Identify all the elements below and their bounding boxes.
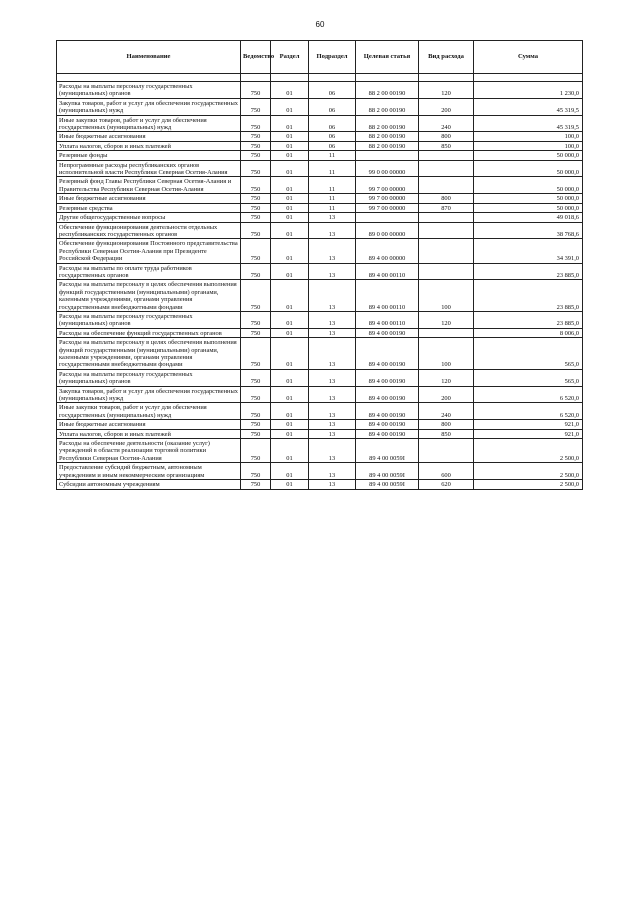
cell-sum: 23 885,0 — [474, 311, 583, 328]
cell-subsection: 13 — [309, 439, 356, 463]
table-row — [57, 160, 583, 177]
cell-name: Обеспечение функционирования Постоянного представительства Республики Северная Осетия-Алания при Президенте Российской Федерации — [57, 239, 241, 263]
cell-name: Субсидии автономным учреждениям — [57, 480, 241, 489]
cell-type: 620 — [419, 480, 474, 489]
cell-name: Резервный фонд Главы Республики Северная Осетия-Алания и Правительства Республики Северная Осетия-Алания — [57, 177, 241, 194]
cell-article: 99 7 00 00000 — [356, 177, 419, 194]
cell-subsection: 13 — [309, 463, 356, 480]
cell-section: 01 — [271, 439, 309, 463]
cell-article — [356, 213, 419, 222]
cell-sum: 565,0 — [474, 369, 583, 386]
cell-article — [356, 151, 419, 160]
cell-sum: 45 319,5 — [474, 98, 583, 115]
cell-dept: 750 — [241, 203, 271, 212]
cell-article: 88 2 00 00190 — [356, 141, 419, 150]
table-row — [57, 338, 583, 370]
cell-dept: 750 — [241, 132, 271, 141]
table-row — [57, 194, 583, 203]
cell-section: 01 — [271, 386, 309, 403]
cell-dept: 750 — [241, 439, 271, 463]
header-article: Целевая статья — [356, 41, 419, 74]
cell-name: Закупка товаров, работ и услуг для обеспечения государственных (муниципальных) нужд — [57, 386, 241, 403]
cell-sum: 2 500,0 — [474, 439, 583, 463]
cell-section: 01 — [271, 463, 309, 480]
cell-name: Уплата налогов, сборов и иных платежей — [57, 141, 241, 150]
cell-sum: 921,0 — [474, 420, 583, 429]
cell-subsection: 13 — [309, 239, 356, 263]
cell-dept: 750 — [241, 177, 271, 194]
cell-dept: 750 — [241, 213, 271, 222]
cell-name: Расходы на выплаты персоналу государственных (муниципальных) органов — [57, 311, 241, 328]
cell-dept: 750 — [241, 222, 271, 239]
cell-sum: 50 000,0 — [474, 160, 583, 177]
cell-subsection: 13 — [309, 369, 356, 386]
cell-dept: 750 — [241, 82, 271, 99]
cell-type: 100 — [419, 338, 474, 370]
cell-type: 200 — [419, 386, 474, 403]
cell-name: Иные закупки товаров, работ и услуг для обеспечения государственных (муниципальных) нужд — [57, 115, 241, 132]
header-dept: Ведомство — [241, 41, 271, 74]
cell-section: 01 — [271, 403, 309, 420]
table-row — [57, 213, 583, 222]
cell-section: 01 — [271, 311, 309, 328]
cell-section: 01 — [271, 480, 309, 489]
cell-sum: 50 000,0 — [474, 203, 583, 212]
cell-name: Иные бюджетные ассигнования — [57, 420, 241, 429]
cell-article: 88 2 00 00190 — [356, 82, 419, 99]
cell-name: Непрограммные расходы республиканских органов исполнительной власти Республики Северная Осетия-Алания — [57, 160, 241, 177]
cell-name: Резервные средства — [57, 203, 241, 212]
cell-article: 88 2 00 00190 — [356, 98, 419, 115]
cell-sum: 49 018,6 — [474, 213, 583, 222]
cell-dept: 750 — [241, 141, 271, 150]
cell-type: 850 — [419, 429, 474, 438]
table-row — [57, 463, 583, 480]
cell-subsection: 13 — [309, 403, 356, 420]
table-row — [57, 439, 583, 463]
cell-sum: 50 000,0 — [474, 177, 583, 194]
cell-name: Расходы на обеспечение функций государственных органов — [57, 328, 241, 337]
cell-article: 99 7 00 00000 — [356, 194, 419, 203]
cell-subsection: 11 — [309, 177, 356, 194]
cell-subsection: 06 — [309, 141, 356, 150]
cell-type: 800 — [419, 132, 474, 141]
table-row — [57, 98, 583, 115]
cell-section: 01 — [271, 369, 309, 386]
cell-section: 01 — [271, 177, 309, 194]
cell-name: Расходы на выплаты персоналу в целях обеспечения выполнения функций государственными (муниципальными) органами, казенными учреждениями, органами управления государственными внебюджетными фондами — [57, 338, 241, 370]
budget-table — [56, 40, 583, 490]
cell-name: Уплата налогов, сборов и иных платежей — [57, 429, 241, 438]
header-type: Вид расхода — [419, 41, 474, 74]
cell-sum: 565,0 — [474, 338, 583, 370]
cell-type: 100 — [419, 280, 474, 312]
table-row — [57, 82, 583, 99]
cell-dept: 750 — [241, 403, 271, 420]
cell-dept: 750 — [241, 429, 271, 438]
cell-subsection: 13 — [309, 213, 356, 222]
cell-section: 01 — [271, 115, 309, 132]
cell-subsection: 13 — [309, 480, 356, 489]
cell-section: 01 — [271, 263, 309, 280]
cell-section: 01 — [271, 141, 309, 150]
cell-section: 01 — [271, 194, 309, 203]
cell-name: Расходы на выплаты по оплате труда работников государственных органов — [57, 263, 241, 280]
table-row — [57, 403, 583, 420]
cell-article: 89 4 00 00000 — [356, 239, 419, 263]
page-number: 60 — [315, 20, 325, 29]
cell-sum: 45 319,5 — [474, 115, 583, 132]
cell-type: 870 — [419, 203, 474, 212]
cell-type: 120 — [419, 82, 474, 99]
cell-section: 01 — [271, 420, 309, 429]
cell-subsection: 13 — [309, 386, 356, 403]
cell-dept: 750 — [241, 239, 271, 263]
cell-sum: 6 520,0 — [474, 403, 583, 420]
cell-article: 89 4 00 0059I — [356, 463, 419, 480]
cell-section: 01 — [271, 239, 309, 263]
table-header — [57, 41, 583, 74]
cell-subsection: 13 — [309, 420, 356, 429]
cell-subsection: 13 — [309, 338, 356, 370]
cell-section: 01 — [271, 280, 309, 312]
cell-type: 800 — [419, 194, 474, 203]
cell-dept: 750 — [241, 115, 271, 132]
cell-type — [419, 328, 474, 337]
cell-sum: 921,0 — [474, 429, 583, 438]
cell-sum: 50 000,0 — [474, 151, 583, 160]
cell-type — [419, 239, 474, 263]
table-row — [57, 177, 583, 194]
cell-sum: 100,0 — [474, 141, 583, 150]
cell-sum: 23 885,0 — [474, 263, 583, 280]
table-row — [57, 328, 583, 337]
cell-type — [419, 213, 474, 222]
table-row — [57, 280, 583, 312]
cell-subsection: 11 — [309, 194, 356, 203]
cell-subsection: 06 — [309, 132, 356, 141]
cell-section: 01 — [271, 160, 309, 177]
table-row — [57, 141, 583, 150]
cell-sum: 100,0 — [474, 132, 583, 141]
table-body — [57, 74, 583, 490]
cell-type — [419, 263, 474, 280]
cell-dept: 750 — [241, 480, 271, 489]
cell-section: 01 — [271, 338, 309, 370]
cell-article: 99 7 00 00000 — [356, 203, 419, 212]
cell-type: 200 — [419, 98, 474, 115]
cell-section: 01 — [271, 82, 309, 99]
header-sum: Сумма — [474, 41, 583, 74]
cell-section: 01 — [271, 98, 309, 115]
table-row — [57, 222, 583, 239]
cell-sum: 2 500,0 — [474, 480, 583, 489]
cell-article: 89 0 00 00000 — [356, 222, 419, 239]
cell-article: 89 4 00 00110 — [356, 263, 419, 280]
cell-type: 120 — [419, 369, 474, 386]
cell-section: 01 — [271, 429, 309, 438]
table-row — [57, 132, 583, 141]
cell-article: 89 4 00 00190 — [356, 429, 419, 438]
cell-type — [419, 160, 474, 177]
cell-name: Иные закупки товаров, работ и услуг для обеспечения государственных (муниципальных) нужд — [57, 403, 241, 420]
cell-sum: 38 768,6 — [474, 222, 583, 239]
table-row — [57, 480, 583, 489]
cell-sum: 50 000,0 — [474, 194, 583, 203]
cell-type: 120 — [419, 311, 474, 328]
cell-dept: 750 — [241, 263, 271, 280]
cell-article: 89 4 00 00190 — [356, 403, 419, 420]
header-subsection: Подраздел — [309, 41, 356, 74]
cell-subsection: 13 — [309, 328, 356, 337]
cell-sum: 1 230,0 — [474, 82, 583, 99]
cell-article: 89 4 00 00190 — [356, 420, 419, 429]
cell-dept: 750 — [241, 420, 271, 429]
cell-name: Иные бюджетные ассигнования — [57, 132, 241, 141]
cell-type — [419, 222, 474, 239]
cell-article: 89 4 00 00110 — [356, 311, 419, 328]
cell-section: 01 — [271, 328, 309, 337]
cell-article: 88 2 00 00190 — [356, 115, 419, 132]
header-section: Раздел — [271, 41, 309, 74]
table-row — [57, 369, 583, 386]
cell-section: 01 — [271, 132, 309, 141]
table-row — [57, 263, 583, 280]
cell-type — [419, 439, 474, 463]
cell-section: 01 — [271, 203, 309, 212]
cell-section: 01 — [271, 222, 309, 239]
cell-article: 89 4 00 00190 — [356, 338, 419, 370]
cell-type: 240 — [419, 403, 474, 420]
cell-sum: 2 500,0 — [474, 463, 583, 480]
cell-subsection: 13 — [309, 429, 356, 438]
cell-sum: 8 006,0 — [474, 328, 583, 337]
table-row — [57, 311, 583, 328]
cell-subsection: 13 — [309, 263, 356, 280]
table-row — [57, 420, 583, 429]
cell-name: Обеспечение функционирования деятельности отдельных республиканских государственных органов — [57, 222, 241, 239]
table-row — [57, 239, 583, 263]
cell-section: 01 — [271, 213, 309, 222]
cell-article: 99 0 00 00000 — [356, 160, 419, 177]
cell-dept: 750 — [241, 311, 271, 328]
table-row — [57, 203, 583, 212]
cell-subsection: 11 — [309, 203, 356, 212]
cell-name: Расходы на выплаты персоналу в целях обеспечения выполнения функций государственными (муниципальными) органами, казенными учреждениями, органами управления государственными внебюджетными фондами — [57, 280, 241, 312]
cell-subsection: 13 — [309, 311, 356, 328]
cell-dept: 750 — [241, 160, 271, 177]
cell-dept: 750 — [241, 338, 271, 370]
cell-subsection: 13 — [309, 280, 356, 312]
cell-dept: 750 — [241, 328, 271, 337]
cell-name: Расходы на обеспечение деятельности (оказание услуг) учреждений в области реализации торговой политики Республики Северная Осетия-Алания — [57, 439, 241, 463]
cell-dept: 750 — [241, 151, 271, 160]
cell-type: 850 — [419, 141, 474, 150]
cell-article: 88 2 00 00190 — [356, 132, 419, 141]
cell-type — [419, 177, 474, 194]
table-row — [57, 151, 583, 160]
cell-article: 89 4 00 0059I — [356, 480, 419, 489]
cell-name: Закупка товаров, работ и услуг для обеспечения государственных (муниципальных) нужд — [57, 98, 241, 115]
cell-article: 89 4 00 00110 — [356, 280, 419, 312]
table-row — [57, 115, 583, 132]
cell-subsection: 11 — [309, 151, 356, 160]
cell-name: Предоставление субсидий бюджетным, автономным учреждениям и иным некоммерческим организациям — [57, 463, 241, 480]
cell-sum: 6 520,0 — [474, 386, 583, 403]
cell-name: Расходы на выплаты персоналу государственных (муниципальных) органов — [57, 82, 241, 99]
cell-name: Резервные фонды — [57, 151, 241, 160]
cell-subsection: 11 — [309, 160, 356, 177]
cell-name: Расходы на выплаты персоналу государственных (муниципальных) органов — [57, 369, 241, 386]
cell-dept: 750 — [241, 98, 271, 115]
cell-article: 89 4 00 00190 — [356, 328, 419, 337]
cell-dept: 750 — [241, 369, 271, 386]
cell-sum: 34 391,0 — [474, 239, 583, 263]
cell-section: 01 — [271, 151, 309, 160]
cell-name: Другие общегосударственные вопросы — [57, 213, 241, 222]
header-name: Наименование — [57, 41, 241, 74]
cell-type — [419, 151, 474, 160]
cell-subsection: 06 — [309, 98, 356, 115]
cell-article: 89 4 00 00190 — [356, 386, 419, 403]
cell-subsection: 13 — [309, 222, 356, 239]
table-row — [57, 386, 583, 403]
cell-type: 600 — [419, 463, 474, 480]
cell-dept: 750 — [241, 386, 271, 403]
cell-article: 89 4 00 0059I — [356, 439, 419, 463]
cell-dept: 750 — [241, 463, 271, 480]
cell-type: 800 — [419, 420, 474, 429]
cell-dept: 750 — [241, 194, 271, 203]
cell-article: 89 4 00 00190 — [356, 369, 419, 386]
cell-name: Иные бюджетные ассигнования — [57, 194, 241, 203]
cell-dept: 750 — [241, 280, 271, 312]
cell-subsection: 06 — [309, 82, 356, 99]
cell-subsection: 06 — [309, 115, 356, 132]
header-spacer-row — [57, 74, 583, 82]
cell-sum: 23 885,0 — [474, 280, 583, 312]
cell-type: 240 — [419, 115, 474, 132]
table-row — [57, 429, 583, 438]
